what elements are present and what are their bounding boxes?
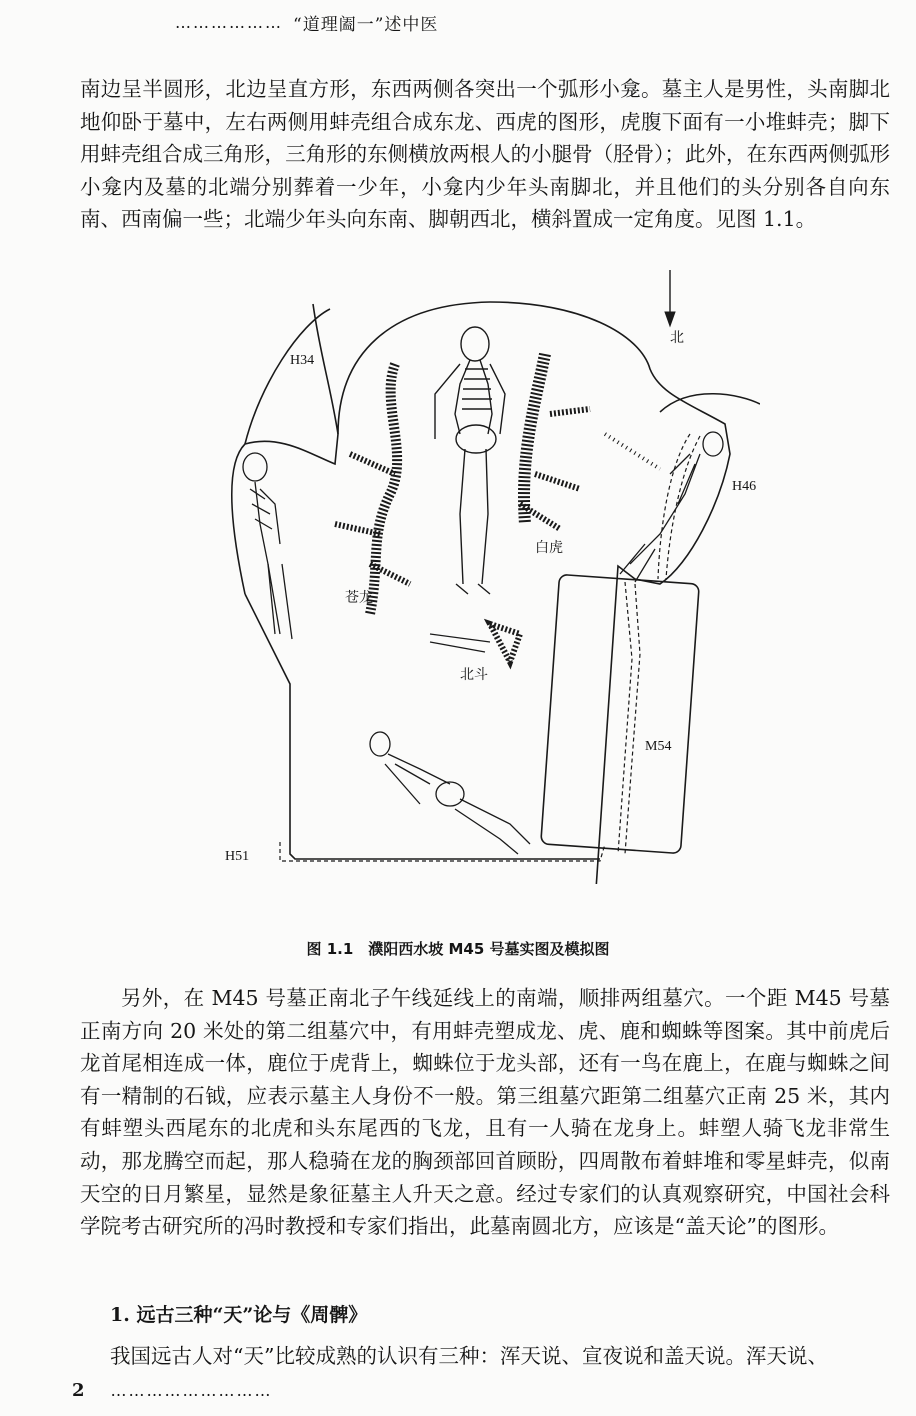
paragraph-tomb-description: 南边呈半圆形，北边呈直方形，东西两侧各突出一个弧形小龛。墓主人是男性，头南脚北地仰卧于墓中，左右两侧用蚌壳组合成东龙、西虎的图形，虎腹下面有一小堆蚌壳；脚下用蚌壳组合成三角形，三角形的东侧横放两根人的小腿骨（胫骨）；此外，在东西两侧弧形小龛内及墓的北端分别葬着一少年，小龛内少年头南脚北，并且他们的头分别各自向东南、西南偏一些；北端少年头向东南、脚朝西北，横斜置成一定角度。见图 1.1。 bbox=[80, 77, 890, 232]
label-north: 北 bbox=[670, 331, 684, 346]
label-white-tiger: 白虎 bbox=[535, 541, 563, 556]
tomb-drawing bbox=[220, 264, 760, 884]
tomb-owner-skeleton bbox=[435, 327, 505, 594]
section-intro: 我国远古人对“天”比较成熟的认识有三种：浑天说、宣夜说和盖天说。浑天说、 bbox=[110, 1344, 828, 1368]
pit-m54 bbox=[541, 574, 699, 853]
label-h46: H46 bbox=[732, 479, 757, 494]
section-heading: 1. 远古三种“天”论与《周髀》 bbox=[110, 1304, 368, 1326]
label-azure-dragon: 苍龙 bbox=[345, 591, 373, 606]
header-leader-dots: ……………… bbox=[175, 12, 283, 32]
white-tiger-shells bbox=[520, 354, 660, 529]
azure-dragon-shells bbox=[335, 364, 410, 614]
label-h51: H51 bbox=[225, 849, 250, 864]
page-footer bbox=[72, 1380, 372, 1401]
big-dipper-shells bbox=[430, 624, 520, 662]
figure-caption: 图 1.1 濮阳西水坡 M45 号墓实图及模拟图 bbox=[306, 940, 610, 958]
north-end-youth-skeleton bbox=[370, 732, 530, 854]
label-big-dipper: 北斗 bbox=[460, 668, 488, 683]
label-m54: M54 bbox=[645, 739, 672, 754]
header-title: “道理阖一”述中医 bbox=[293, 14, 439, 35]
label-h34: H34 bbox=[290, 353, 315, 368]
east-youth-skeleton bbox=[620, 432, 723, 582]
north-arrow bbox=[665, 270, 675, 326]
footer-leader-dots: ……………………… bbox=[110, 1381, 273, 1400]
running-header bbox=[175, 10, 595, 34]
page-number: 2 bbox=[72, 1380, 85, 1401]
tomb-west-edge bbox=[245, 594, 600, 859]
tomb-m45-figure bbox=[220, 264, 760, 884]
paragraph-tomb-groups: 另外，在 M45 号墓正南北子午线延线上的南端，顺排两组墓穴。一个距 M45 号墓正南方向 20 米处的第二组墓穴中，有用蚌壳塑成龙、虎、鹿和蜘蛛等图案。其中前虎后龙首尾相连成一体，鹿位于虎背上，蜘蛛位于龙头部，还有一鸟在鹿上，在鹿与蜘蛛之间有一精制的石钺，应表示墓主人身份不一般。第三组墓穴距第二组墓穴正南 25 米，其内有蚌塑头西尾东的北虎和头东尾西的飞龙，且有一人骑在龙身上。蚌塑人骑飞龙非常生动，那龙腾空而起，那人稳骑在龙的胸颈部回首顾盼，四周散布着蚌堆和零星蚌壳，似南天空的日月繁星，显然是象征墓主人升天之意。经过专家们的认真观察研究，中国社会科学院考古研究所的冯时教授和专家们指出，此墓南圆北方，应该是“盖天论”的图形。 bbox=[80, 986, 890, 1239]
west-youth-skeleton bbox=[243, 453, 292, 639]
